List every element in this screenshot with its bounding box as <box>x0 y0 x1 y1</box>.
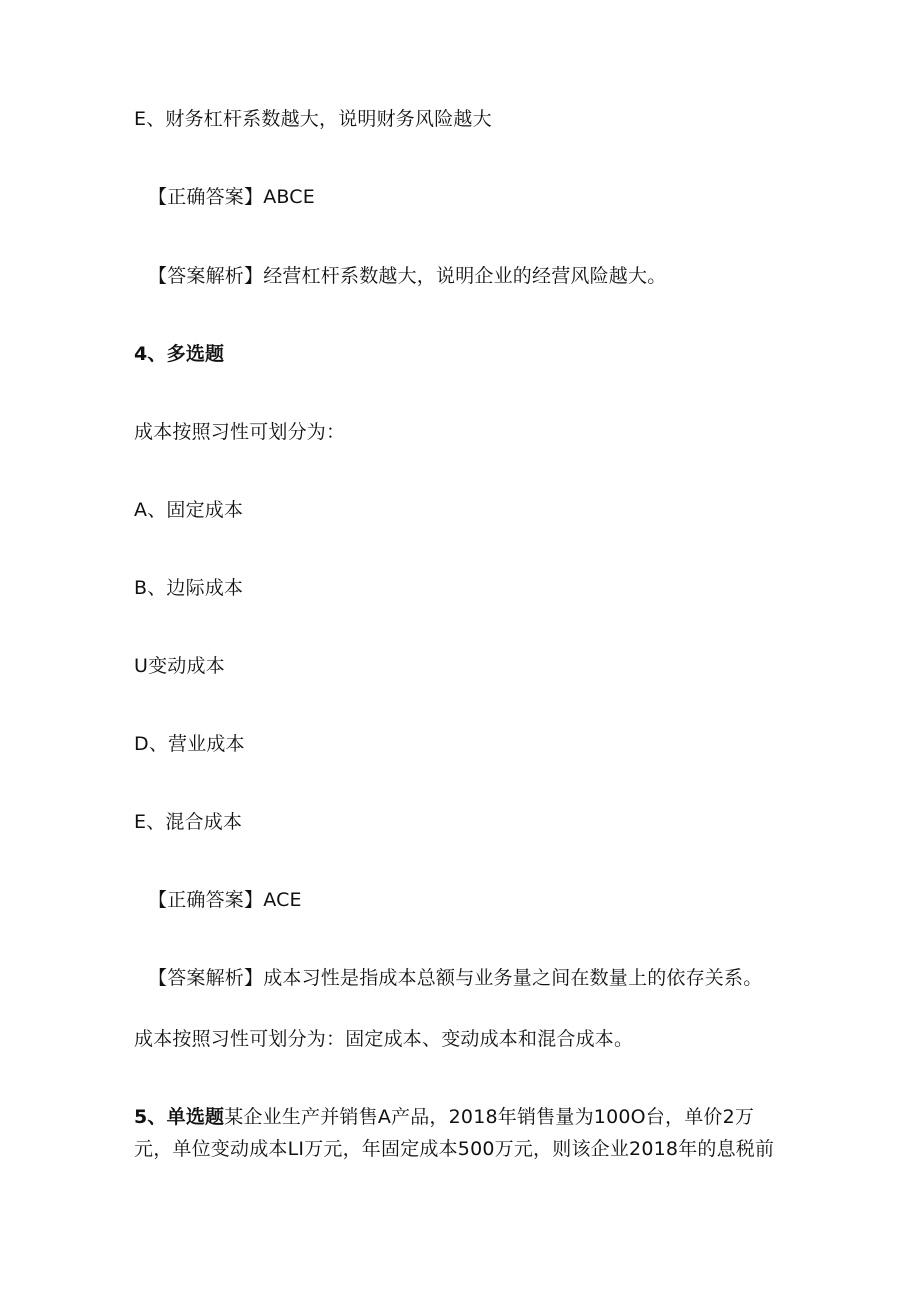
q4-option-e: E、混合成本 <box>134 811 243 833</box>
q4-question-stem: 成本按照习性可划分为： <box>134 421 346 443</box>
q4-heading: 4、多选题 <box>134 343 225 365</box>
q4-correct-answer: 【正确答案】ACE <box>148 889 302 911</box>
q5-line-2: 元，单位变动成本LI万元，年固定成本500万元，则该企业2018年的息税前 <box>134 1138 775 1160</box>
q5-heading: 5、单选题 <box>134 1106 225 1128</box>
q4-option-b: B、边际成本 <box>134 577 244 599</box>
q4-option-a: A、固定成本 <box>134 499 244 521</box>
q5-line-1 <box>134 1104 754 1130</box>
q3-answer-analysis: 【答案解析】经营杠杆系数越大，说明企业的经营风险越大。 <box>148 265 667 287</box>
q4-answer-analysis: 【答案解析】成本习性是指成本总额与业务量之间在数量上的依存关系。 <box>148 967 763 989</box>
q4-option-c: U变动成本 <box>134 655 225 677</box>
q3-option-e: E、财务杠杆系数越大，说明财务风险越大 <box>134 108 492 130</box>
q4-answer-analysis-continued: 成本按照习性可划分为：固定成本、变动成本和混合成本。 <box>134 1028 634 1050</box>
q5-question-text: 某企业生产并销售A产品，2018年销售量为100O台，单价2万 <box>224 1106 755 1128</box>
q4-option-d: D、营业成本 <box>134 733 245 755</box>
q3-correct-answer: 【正确答案】ABCE <box>148 186 315 208</box>
